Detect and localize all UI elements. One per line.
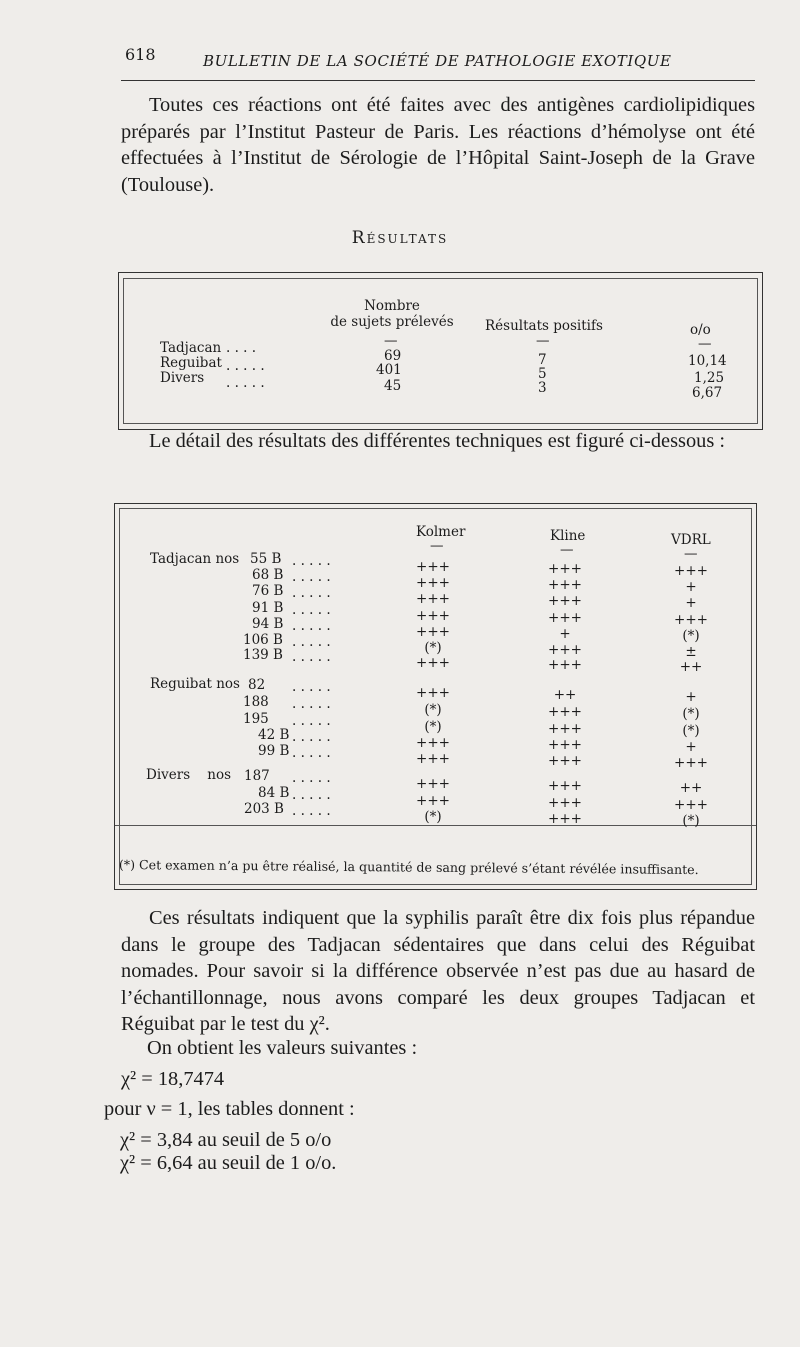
summary-row-label: Reguibat	[160, 355, 222, 371]
detail-row-number: 188	[243, 694, 269, 710]
summary-cell-positifs: 7	[538, 352, 547, 368]
detail-cell-kline: +++	[548, 753, 582, 769]
detail-cell-kline: +++	[548, 642, 582, 658]
col-header-nombre	[330, 298, 454, 330]
dash-kolmer: —	[430, 538, 444, 554]
dash-positifs: —	[536, 333, 550, 349]
detail-row-dots: . . . . .	[292, 713, 331, 729]
detail-row-dots: . . . . .	[292, 770, 331, 786]
detail-row-number: 99 B	[258, 743, 290, 759]
detail-row-dots: . . . . .	[292, 618, 331, 634]
detail-row-number: 195	[243, 711, 269, 727]
values-intro: On obtient les valeurs suivantes :	[147, 1037, 418, 1059]
detail-cell-kline: +++	[548, 778, 582, 794]
detail-row-dots: . . . . .	[292, 803, 331, 819]
detail-row-dots: . . . . .	[292, 745, 331, 761]
detail-row-dots: . . . . .	[292, 634, 331, 650]
detail-cell-vdrl: (*)	[682, 628, 700, 644]
dash-vdrl: —	[684, 546, 698, 562]
detail-cell-kolmer: +++	[416, 608, 450, 624]
detail-cell-kline: +++	[548, 593, 582, 609]
detail-cell-vdrl: ++	[679, 780, 703, 796]
detail-footnote: (*) Cet examen n’a pu être réalisé, la quantité de sang prélevé s’étant révélée insuffisante.	[118, 857, 699, 878]
group-label-divers: Divers nos	[146, 767, 232, 783]
detail-row-number: 106 B	[243, 632, 283, 648]
detail-cell-vdrl: +++	[674, 563, 708, 579]
summary-row-dots: . . . . .	[226, 358, 265, 374]
detail-row-dots: . . . . .	[292, 696, 331, 712]
summary-row-dots: . . . . .	[226, 375, 265, 391]
detail-cell-kline: ++	[553, 687, 577, 703]
detail-cell-kolmer: +++	[416, 793, 450, 809]
col-header-nombre-line2: de sujets prélevés	[330, 314, 454, 330]
header-rule	[121, 80, 755, 81]
detail-cell-vdrl: ++	[679, 659, 703, 675]
summary-cell-pct: 10,14	[688, 353, 727, 369]
conclusion-text: Ces résultats indiquent que la syphilis paraît être dix fois plus répandue dans le groupe des Tadjacan sédentaires que dans celui des Réguibat nomades. Pour savoir si la différence observée n’est pas due au hasard de l’échantillonnage, nous avons comparé les deux groupes Tadjacan et Réguibat par le test du χ².	[121, 907, 755, 1035]
detail-cell-kolmer: +++	[416, 575, 450, 591]
detail-cell-vdrl: (*)	[682, 706, 700, 722]
intro-text: Toutes ces réactions ont été faites avec des antigènes cardiolipidiques préparés par l’Institut Pasteur de Paris. Les réactions d’hémolyse ont été effectuées à l’Institut de Sérologie de l’Hôpital Saint-Joseph de la Grave (Toulouse).	[121, 94, 755, 196]
detail-cell-vdrl: +++	[674, 612, 708, 628]
running-head: BULLETIN DE LA SOCIÉTÉ DE PATHOLOGIE EXOTIQUE	[203, 52, 672, 70]
detail-cell-kline: +++	[548, 561, 582, 577]
detail-cell-kolmer: (*)	[424, 809, 442, 825]
detail-row-dots: . . . . .	[292, 569, 331, 585]
threshold-1: χ² = 6,64 au seuil de 1 o/o.	[120, 1152, 337, 1174]
detail-cell-vdrl: +	[685, 579, 697, 595]
detail-row-number: 84 B	[258, 785, 290, 801]
dash-kline: —	[560, 542, 574, 558]
detail-cell-vdrl: ±	[685, 644, 697, 660]
summary-row-label: Tadjacan	[160, 340, 222, 356]
chi-value: χ² = 18,7474	[121, 1068, 225, 1090]
summary-cell-pct: 1,25	[694, 370, 725, 386]
detail-cell-kline: +	[559, 626, 571, 642]
detail-row-number: 55 B	[250, 551, 282, 567]
detail-intro-paragraph	[121, 428, 755, 455]
col-header-nombre-line1: Nombre	[364, 298, 420, 314]
detail-row-number: 139 B	[243, 647, 283, 663]
detail-cell-vdrl: +++	[674, 755, 708, 771]
detail-cell-kline: +++	[548, 737, 582, 753]
intro-paragraph	[121, 92, 755, 198]
detail-cell-kolmer: +++	[416, 776, 450, 792]
summary-cell-pct: 6,67	[692, 385, 723, 401]
detail-cell-kolmer: +++	[416, 735, 450, 751]
summary-cell-positifs: 3	[538, 380, 547, 396]
col-header-kline: Kline	[550, 528, 586, 544]
summary-row-label: Divers	[160, 370, 205, 386]
conclusion-paragraph	[121, 905, 755, 1038]
summary-cell-nombre: 401	[376, 362, 402, 378]
col-header-vdrl: VDRL	[671, 532, 711, 548]
section-heading: Résultats	[351, 228, 449, 248]
detail-cell-kline: +++	[548, 704, 582, 720]
detail-row-number: 203 B	[244, 801, 284, 817]
dof-line: pour ν = 1, les tables donnent :	[104, 1098, 355, 1120]
detail-cell-kline: +++	[548, 721, 582, 737]
summary-cell-nombre: 69	[384, 348, 402, 364]
detail-cell-kline: +++	[548, 610, 582, 626]
detail-cell-kolmer: +++	[416, 591, 450, 607]
detail-intro-text: Le détail des résultats des différentes techniques est figuré ci-dessous :	[149, 430, 726, 452]
detail-row-number: 76 B	[252, 583, 284, 599]
detail-row-number: 42 B	[258, 727, 290, 743]
col-header-pct: o/o	[690, 322, 711, 338]
detail-cell-kolmer: (*)	[424, 719, 442, 735]
detail-cell-kolmer: +++	[416, 559, 450, 575]
group-label-reguibat: Reguibat nos	[150, 676, 240, 692]
detail-cell-kolmer: +++	[416, 624, 450, 640]
detail-row-dots: . . . . .	[292, 553, 331, 569]
col-header-kolmer: Kolmer	[416, 524, 466, 540]
dash-nombre: —	[384, 333, 398, 349]
group-label-tadjacan: Tadjacan nos	[150, 551, 240, 567]
dash-pct: —	[698, 336, 712, 352]
detail-row-number: 82	[248, 677, 266, 693]
detail-cell-kolmer: +++	[416, 655, 450, 671]
detail-row-dots: . . . . .	[292, 729, 331, 745]
detail-cell-kline: +++	[548, 811, 582, 827]
threshold-5: χ² = 3,84 au seuil de 5 o/o	[120, 1129, 332, 1151]
page-number: 618	[125, 45, 156, 64]
detail-row-number: 94 B	[252, 616, 284, 632]
detail-row-dots: . . . . .	[292, 787, 331, 803]
col-header-positifs: Résultats positifs	[485, 318, 603, 334]
detail-cell-kolmer: (*)	[424, 640, 442, 656]
detail-row-dots: . . . . .	[292, 585, 331, 601]
detail-cell-kline: +++	[548, 577, 582, 593]
detail-cell-vdrl: +	[685, 739, 697, 755]
detail-row-number: 187	[244, 768, 270, 784]
detail-cell-vdrl: +++	[674, 797, 708, 813]
summary-cell-positifs: 5	[538, 366, 547, 382]
detail-row-dots: . . . . .	[292, 649, 331, 665]
summary-row-dots: . . . .	[226, 340, 257, 356]
detail-row-number: 91 B	[252, 600, 284, 616]
detail-cell-vdrl: +	[685, 595, 697, 611]
detail-cell-vdrl: (*)	[682, 723, 700, 739]
detail-row-dots: . . . . .	[292, 602, 331, 618]
detail-cell-kolmer: +++	[416, 751, 450, 767]
summary-cell-nombre: 45	[384, 378, 402, 394]
detail-row-dots: . . . . .	[292, 679, 331, 695]
detail-cell-kolmer: +++	[416, 685, 450, 701]
detail-cell-vdrl: +	[685, 689, 697, 705]
detail-cell-vdrl: (*)	[682, 813, 700, 829]
detail-cell-kline: +++	[548, 795, 582, 811]
detail-row-number: 68 B	[252, 567, 284, 583]
detail-cell-kolmer: (*)	[424, 702, 442, 718]
detail-cell-kline: +++	[548, 657, 582, 673]
